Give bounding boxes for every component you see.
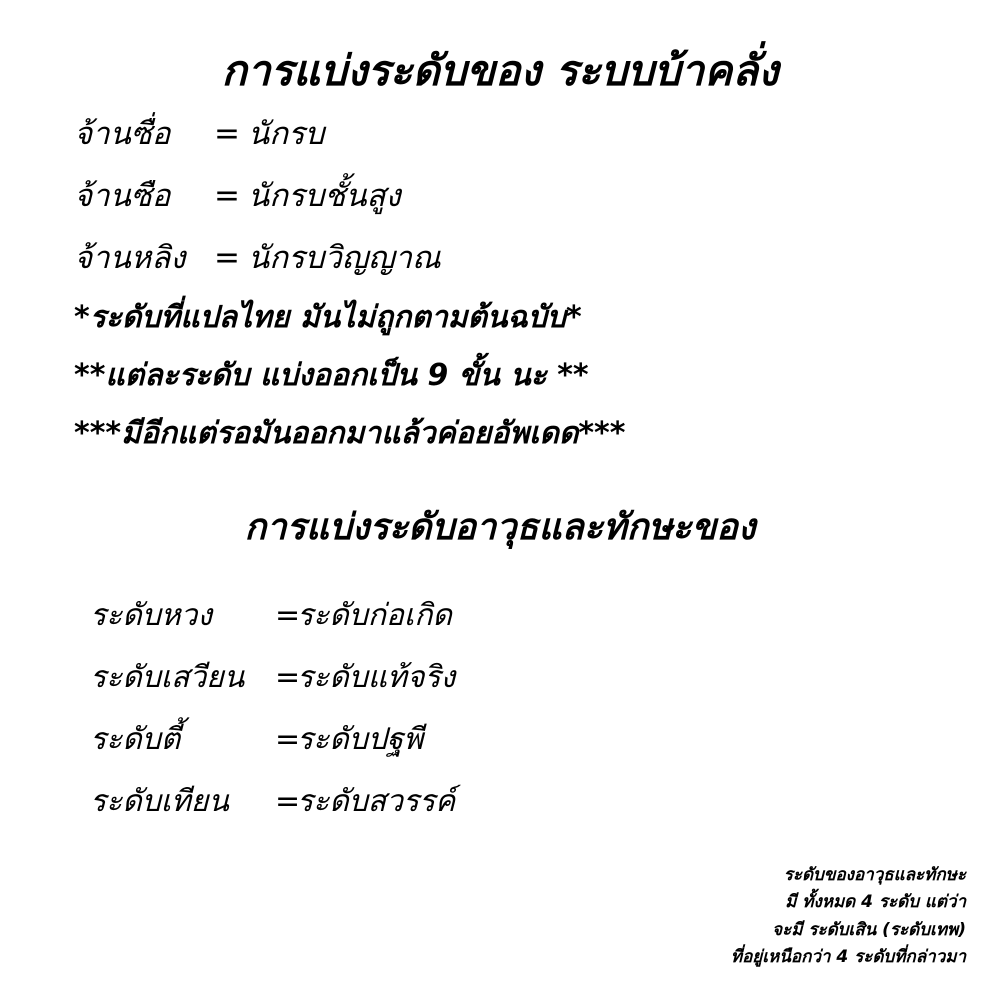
footnote-line: ที่อยู่เหนือกว่า 4 ระดับที่กล่าวมา: [730, 947, 966, 968]
weapon-tier-value: ระดับสวรรค์: [297, 784, 456, 819]
list-item: [74, 232, 974, 294]
section1-rank-list: [74, 108, 974, 468]
rank-term: จ้านซื่อ: [74, 116, 171, 152]
rank-value: นักรบ: [248, 116, 325, 152]
weapon-tier-term: ระดับเทียน: [90, 784, 229, 819]
rank-term: จ้านหลิง: [74, 240, 186, 276]
rank-term: จ้านซือ: [74, 178, 171, 214]
footnote-line: มี ทั้งหมด 4 ระดับ แต่ว่า: [785, 892, 966, 913]
section1-title: การแบ่งระดับของ ระบบบ้าคลั่ง: [221, 46, 779, 95]
equals-sign: =: [275, 598, 301, 633]
bottom-footnote-block: [731, 862, 966, 972]
equals-sign: =: [275, 784, 301, 819]
footnote-line: **แต่ละระดับ แบ่งออกเป็น 9 ขั้น นะ **: [74, 358, 589, 393]
weapon-tier-value: ระดับแท้จริง: [297, 660, 456, 695]
weapon-tier-value: ระดับปฐพี: [297, 722, 424, 757]
equals-sign: =: [214, 178, 240, 214]
section2-rank-list: [90, 592, 850, 840]
footnote-line: ระดับของอาวุธและทักษะ: [783, 864, 966, 885]
weapon-tier-term: ระดับหวง: [90, 598, 213, 633]
rank-value: นักรบวิญญาณ: [248, 240, 441, 276]
equals-sign: =: [214, 116, 240, 152]
list-item: [74, 170, 974, 232]
equals-sign: =: [275, 660, 301, 695]
weapon-tier-term: ระดับเสวียน: [90, 660, 245, 695]
rank-value: นักรบชั้นสูง: [248, 178, 401, 214]
weapon-tier-term: ระดับตี้: [90, 722, 181, 757]
weapon-tier-value: ระดับก่อเกิด: [297, 598, 452, 633]
list-item: [90, 654, 850, 716]
footnote-line: ***มีอีกแต่รอมันออกมาแล้วค่อยอัพเดด***: [74, 416, 626, 451]
footnote-line: *ระดับที่แปลไทย มันไม่ถูกตามต้นฉบับ*: [74, 300, 582, 335]
list-item: [90, 592, 850, 654]
equals-sign: =: [275, 722, 301, 757]
list-item: [90, 716, 850, 778]
equals-sign: =: [214, 240, 240, 276]
list-item: [90, 778, 850, 840]
list-item: [74, 108, 974, 170]
footnote-line: จะมี ระดับเสิน (ระดับเทพ): [772, 919, 966, 940]
section2-title: การแบ่งระดับอาวุธและทักษะของ: [244, 507, 756, 548]
